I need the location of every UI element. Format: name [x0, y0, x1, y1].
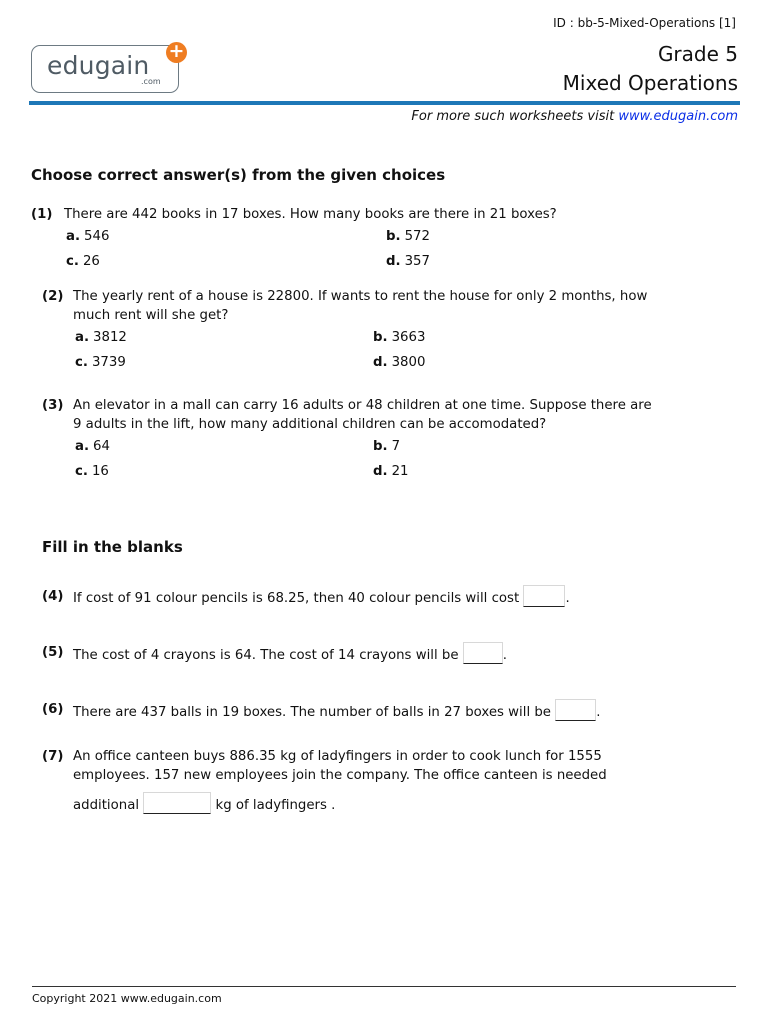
- question-number: (7): [42, 749, 64, 764]
- worksheet-id: ID : bb-5-Mixed-Operations [1]: [553, 16, 736, 30]
- option-value: 572: [404, 229, 430, 244]
- answer-blank[interactable]: [143, 792, 211, 814]
- question-number: (2): [42, 289, 64, 304]
- option-value: 357: [404, 254, 430, 269]
- footer-divider: [32, 986, 736, 987]
- option-d[interactable]: [373, 464, 409, 479]
- option-letter: b.: [373, 439, 388, 454]
- option-letter: a.: [75, 330, 90, 345]
- question-text-after: .: [502, 648, 507, 663]
- question-text: [73, 396, 652, 434]
- edugain-link[interactable]: www.edugain.com: [618, 109, 738, 124]
- question-number: (4): [42, 589, 64, 604]
- question-text: [73, 699, 600, 722]
- option-letter: d.: [373, 464, 388, 479]
- option-c[interactable]: [75, 464, 109, 479]
- question-text-line: The yearly rent of a house is 22800. If wants to rent the house for only 2 months, how: [73, 289, 648, 304]
- answer-blank[interactable]: [523, 585, 565, 607]
- option-value: 3812: [93, 330, 127, 345]
- question-text-after: .: [596, 705, 601, 720]
- option-a[interactable]: [75, 330, 127, 345]
- answer-blank[interactable]: [463, 642, 503, 664]
- question-text: [73, 792, 335, 815]
- option-value: 546: [84, 229, 110, 244]
- option-c[interactable]: [75, 355, 126, 370]
- question-text-after: .: [565, 591, 570, 606]
- option-a[interactable]: [66, 229, 109, 244]
- option-value: 3663: [391, 330, 426, 345]
- question-text: [73, 747, 607, 785]
- question-text-line: An elevator in a mall can carry 16 adults or 48 children at one time. Suppose there are: [73, 398, 652, 413]
- question-text-line: An office canteen buys 886.35 kg of ladyfingers in order to cook lunch for 1555: [73, 749, 602, 764]
- question-text: [73, 287, 647, 325]
- logo-text: edugain: [47, 51, 150, 80]
- visit-prefix: For more such worksheets visit: [411, 109, 619, 124]
- option-d[interactable]: [373, 355, 425, 370]
- question-number: (3): [42, 398, 64, 413]
- option-letter: d.: [386, 254, 401, 269]
- option-value: 7: [391, 439, 401, 454]
- question-text-before: additional: [73, 798, 140, 813]
- section-title-blanks: Fill in the blanks: [42, 538, 183, 556]
- option-value: 26: [82, 254, 100, 269]
- option-b[interactable]: [373, 439, 400, 454]
- question-text-line: much rent will she get?: [73, 308, 229, 323]
- grade-label: Grade 5: [657, 42, 738, 66]
- option-letter: a.: [75, 439, 90, 454]
- question-text-before: There are 437 balls in 19 boxes. The number of balls in 27 boxes will be: [73, 705, 551, 720]
- question-number: (1): [31, 207, 53, 222]
- option-value: 21: [391, 464, 409, 479]
- header-divider: [29, 101, 740, 105]
- option-c[interactable]: [66, 254, 100, 269]
- section-title-choices: Choose correct answer(s) from the given choices: [31, 166, 446, 184]
- edugain-logo: [31, 45, 179, 93]
- option-value: 64: [93, 439, 110, 454]
- option-letter: d.: [373, 355, 388, 370]
- option-d[interactable]: [386, 254, 430, 269]
- question-text-line: 9 adults in the lift, how many additional children can be accomodated?: [73, 417, 547, 432]
- question-text: There are 442 books in 17 boxes. How many books are there in 21 boxes?: [64, 207, 557, 222]
- answer-blank[interactable]: [555, 699, 596, 721]
- question-number: (6): [42, 702, 64, 717]
- option-value: 3739: [91, 355, 126, 370]
- copyright-text: Copyright 2021 www.edugain.com: [32, 992, 222, 1005]
- option-b[interactable]: [373, 330, 425, 345]
- question-text-before: If cost of 91 colour pencils is 68.25, then 40 colour pencils will cost: [73, 591, 520, 606]
- option-letter: c.: [75, 355, 88, 370]
- option-letter: c.: [75, 464, 88, 479]
- question-text-before: The cost of 4 crayons is 64. The cost of 14 crayons will be: [73, 648, 459, 663]
- plus-icon: +: [166, 42, 187, 63]
- option-a[interactable]: [75, 439, 110, 454]
- option-letter: a.: [66, 229, 81, 244]
- question-text-after: kg of ladyfingers .: [215, 798, 336, 813]
- topic-title: Mixed Operations: [562, 71, 738, 95]
- question-text-line: employees. 157 new employees join the company. The office canteen is needed: [73, 768, 607, 783]
- option-value: 16: [91, 464, 109, 479]
- option-value: 3800: [391, 355, 426, 370]
- option-letter: c.: [66, 254, 79, 269]
- question-number: (5): [42, 645, 64, 660]
- logo-domain: .com: [141, 77, 161, 86]
- question-text: [73, 585, 570, 608]
- option-b[interactable]: [386, 229, 430, 244]
- visit-note: [411, 109, 738, 124]
- option-letter: b.: [386, 229, 401, 244]
- question-text: [73, 642, 507, 665]
- option-letter: b.: [373, 330, 388, 345]
